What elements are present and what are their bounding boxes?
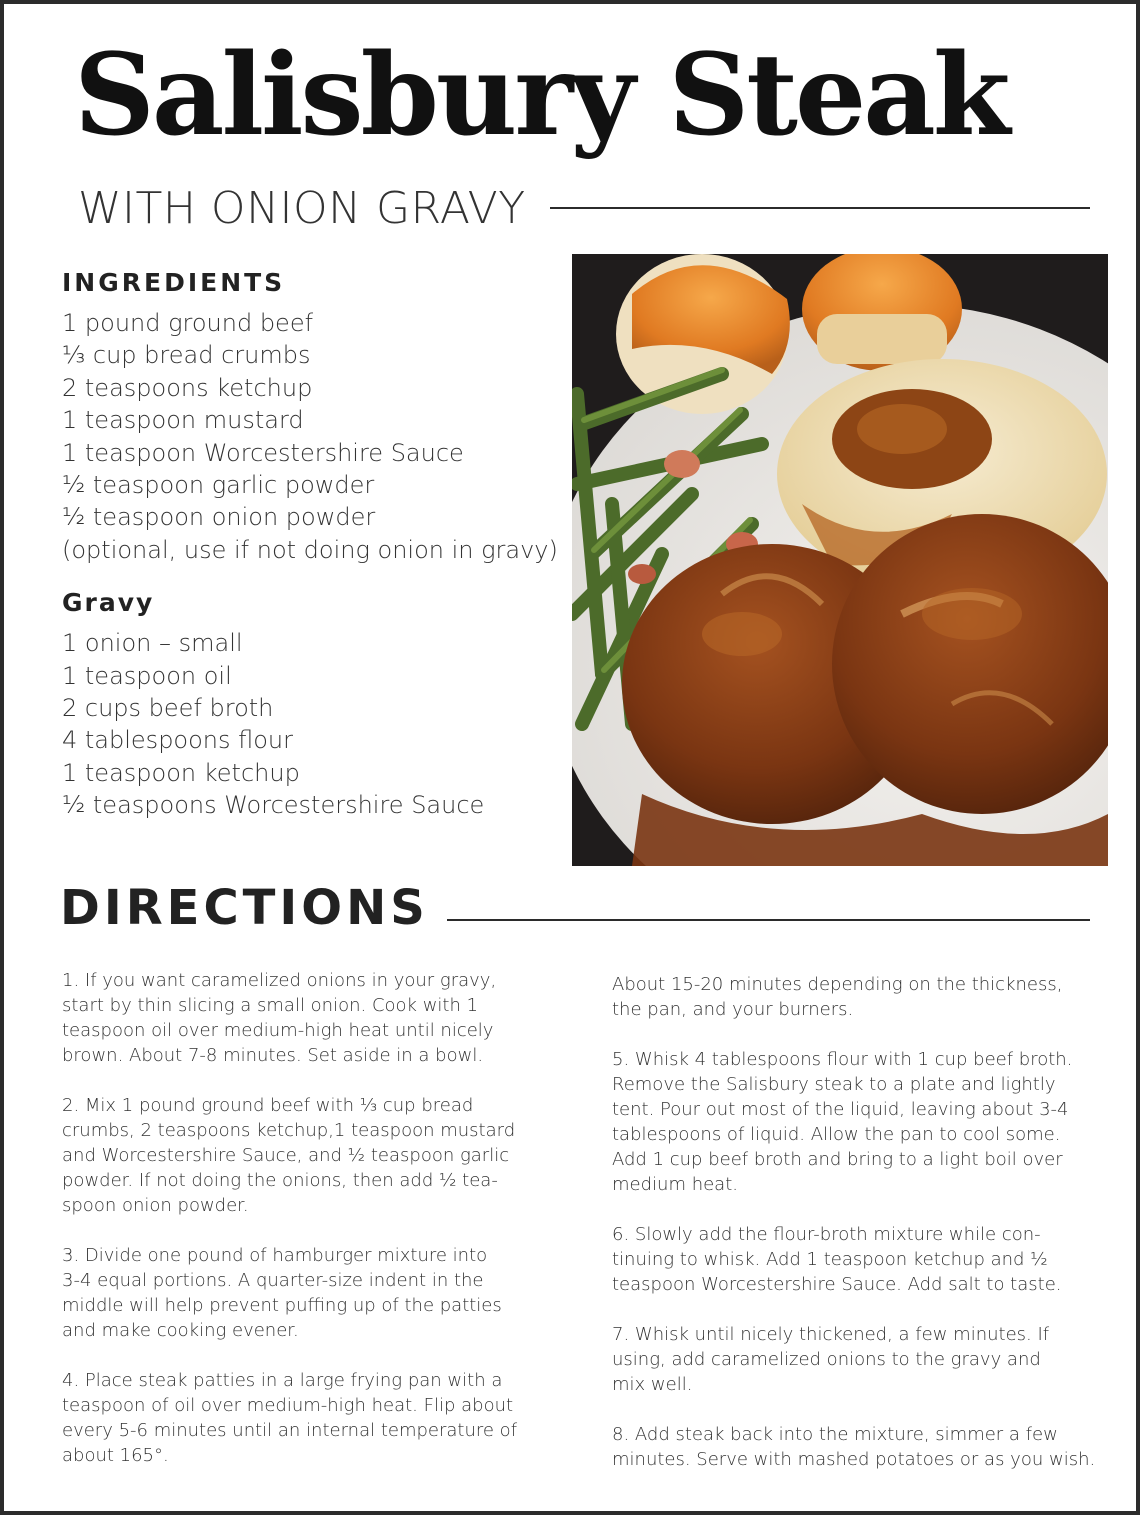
ingredient-item: 2 teaspoons ketchup bbox=[62, 373, 313, 402]
directions-heading: DIRECTIONS bbox=[60, 880, 429, 936]
gravy-heading: Gravy bbox=[62, 588, 155, 618]
directions-column-left bbox=[62, 968, 562, 1493]
gravy-list bbox=[62, 627, 562, 821]
gravy-item: 1 teaspoon oil bbox=[62, 661, 232, 690]
subtitle-divider bbox=[550, 207, 1090, 209]
subtitle-row bbox=[78, 180, 1090, 236]
direction-step: 2. Mix 1 pound ground beef with ⅓ cup bread crumbs, 2 teaspoons ketchup,1 teaspoon mustard and Worcestershire Sauce, and ½ teaspoon garlic powder. If not doing the onions, then add ½ tea- spoon onion powder. bbox=[62, 1095, 516, 1216]
dish-photo bbox=[572, 254, 1108, 866]
direction-step: 6. Slowly add the flour-broth mixture while con- tinuing to whisk. Add 1 teaspoon ketchup and ½ teaspoon Worcestershire Sauce. Add salt to taste. bbox=[612, 1224, 1062, 1295]
ingredient-item: 1 pound ground beef bbox=[62, 309, 314, 337]
gravy-item: ½ teaspoons Worcestershire Sauce bbox=[62, 791, 485, 820]
direction-step: 7. Whisk until nicely thickened, a few minutes. If using, add caramelized onions to the gravy and mix well. bbox=[612, 1324, 1050, 1395]
ingredient-item: ⅓ cup bread crumbs bbox=[62, 341, 311, 370]
gravy-item: 4 tablespoons flour bbox=[62, 726, 294, 755]
recipe-title: Salisbury Steak bbox=[74, 30, 1008, 161]
direction-step: About 15-20 minutes depending on the thickness, the pan, and your burners. bbox=[612, 974, 1063, 1020]
direction-step: 1. If you want caramelized onions in your gravy, start by thin slicing a small onion. Cook with 1 teaspoon oil over medium-high heat until nicely brown. About 7-8 minutes. Set aside in a bowl. bbox=[62, 970, 497, 1066]
directions-divider bbox=[447, 919, 1090, 921]
directions-column-right bbox=[612, 972, 1112, 1497]
ingredient-item: (optional, use if not doing onion in gravy) bbox=[62, 535, 558, 564]
direction-step: 3. Divide one pound of hamburger mixture into 3-4 equal portions. A quarter-size indent in the middle will help prevent puffing up of the patties and make cooking evener. bbox=[62, 1245, 502, 1341]
ingredient-item: 1 teaspoon Worcestershire Sauce bbox=[62, 438, 464, 467]
recipe-subtitle: WITH ONION GRAVY bbox=[78, 182, 526, 234]
gravy-item: 1 teaspoon ketchup bbox=[62, 758, 300, 787]
directions-header-row bbox=[60, 878, 1090, 938]
direction-step: 4. Place steak patties in a large frying pan with a teaspoon of oil over medium-high heat. Flip about every 5-6 minutes until an internal temperature of about 165°. bbox=[62, 1370, 518, 1466]
ingredients-section bbox=[62, 268, 562, 822]
gravy-item: 1 onion – small bbox=[62, 629, 243, 658]
gravy-item: 2 cups beef broth bbox=[62, 694, 274, 723]
ingredient-item: ½ teaspoon onion powder bbox=[62, 503, 376, 532]
direction-step: 8. Add steak back into the mixture, simmer a few minutes. Serve with mashed potatoes or as you wish. bbox=[612, 1424, 1096, 1470]
direction-step: 5. Whisk 4 tablespoons flour with 1 cup beef broth. Remove the Salisbury steak to a plate and lightly tent. Pour out most of the liquid, leaving about 3-4 tablespoons of liquid. Allow the pan to cool some. Add 1 cup beef broth and bring to a light boil over medium heat. bbox=[612, 1049, 1073, 1195]
ingredients-heading: INGREDIENTS bbox=[62, 268, 286, 297]
ingredients-list bbox=[62, 307, 562, 566]
dish-photo-illustration bbox=[572, 254, 1108, 866]
ingredient-item: 1 teaspoon mustard bbox=[62, 406, 304, 435]
ingredient-item: ½ teaspoon garlic powder bbox=[62, 471, 375, 500]
